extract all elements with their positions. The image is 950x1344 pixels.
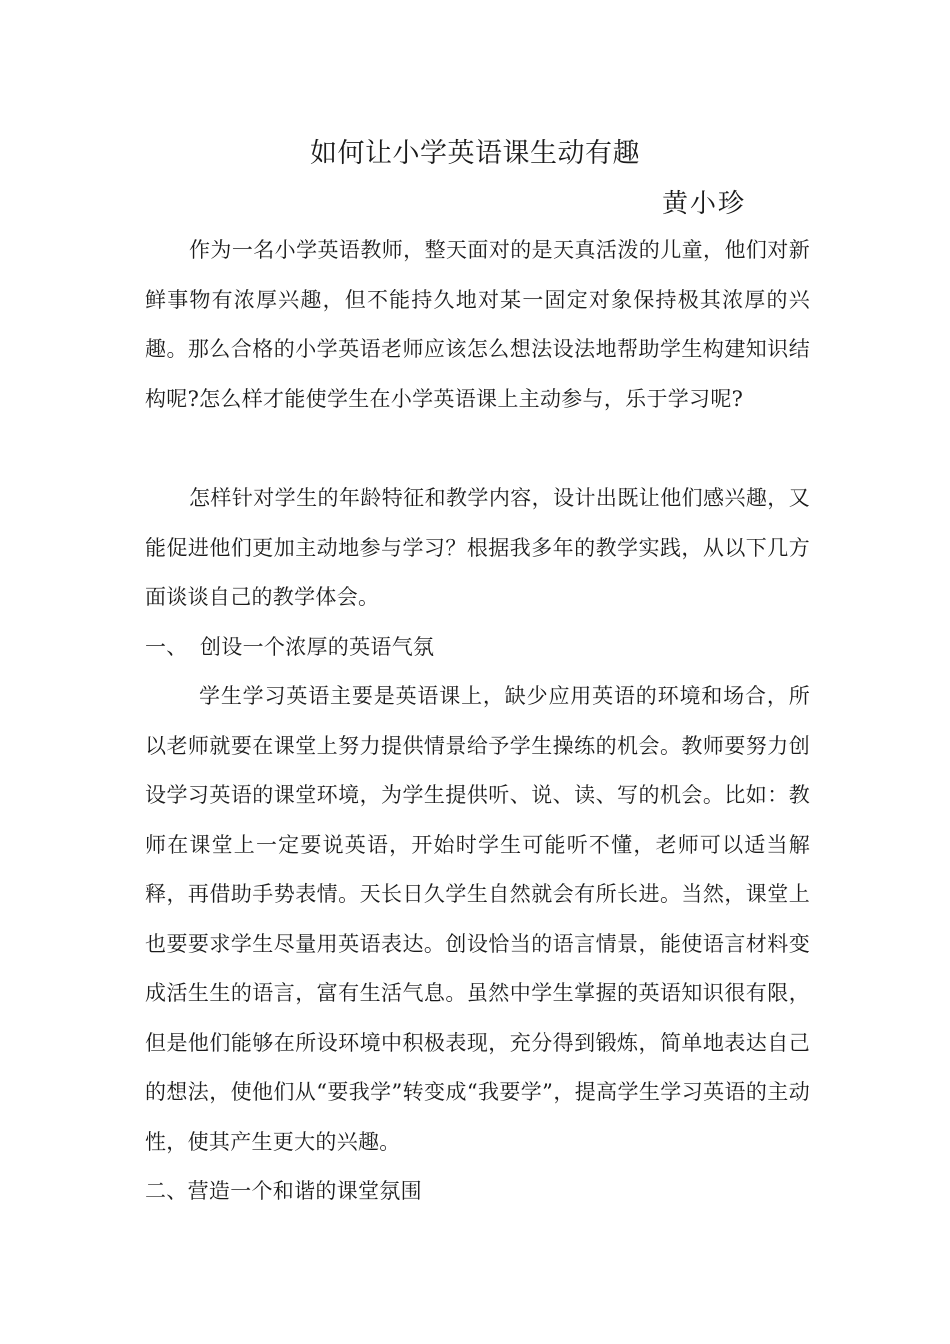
section-1-title: 创设一个浓厚的英语气氛 — [200, 635, 435, 659]
intro-paragraph-2: 怎样针对学生的年龄特征和教学内容，设计出既让他们感兴趣，又能促进他们更加主动地参与学习？根据我多年的教学实践，从以下几方面谈谈自己的教学体会。 — [145, 486, 810, 609]
section-2-heading-block — [145, 1167, 810, 1217]
author-name: 黄小珍 — [662, 189, 747, 219]
intro-block — [145, 226, 810, 424]
section-1-paragraph: 学生学习英语主要是英语课上，缺少应用英语的环境和场合，所以老师就要在课堂上努力提供情景给予学生操练的机会。教师要努力创设学习英语的课堂环境，为学生提供听、说、读、写的机会。比如：教师在课堂上一定要说英语，开始时学生可能听不懂，老师可以适当解释，再借助手势表情。天长日久学生自然就会有所长进。当然，课堂上也要要求学生尽量用英语表达。创设恰当的语言情景，能使语言材料变成活生生的语言，富有生活气息。虽然中学生掌握的英语知识很有限，但是他们能够在所设环境中积极表现，充分得到锻炼，简单地表达自己的想法，使他们从“要我学”转变成“我要学”，提高学生学习英语的主动性，使其产生更大的兴趣。 — [145, 684, 810, 1154]
intro-paragraph-1: 作为一名小学英语教师，整天面对的是天真活泼的儿童，他们对新鲜事物有浓厚兴趣，但不能持久地对某一固定对象保持极其浓厚的兴趣。那么合格的小学英语老师应该怎么想法设法地帮助学生构建知识结构呢?怎么样才能使学生在小学英语课上主动参与，乐于学习呢? — [145, 238, 810, 411]
intro-block-2 — [145, 474, 810, 623]
section-1-block — [145, 672, 810, 1167]
document-title: 如何让小学英语课生动有趣 — [310, 138, 640, 169]
section-1-number: 一、 — [145, 635, 188, 659]
section-1-heading — [145, 623, 810, 673]
section-2-heading: 二、营造一个和谐的课堂氛围 — [145, 1179, 422, 1203]
